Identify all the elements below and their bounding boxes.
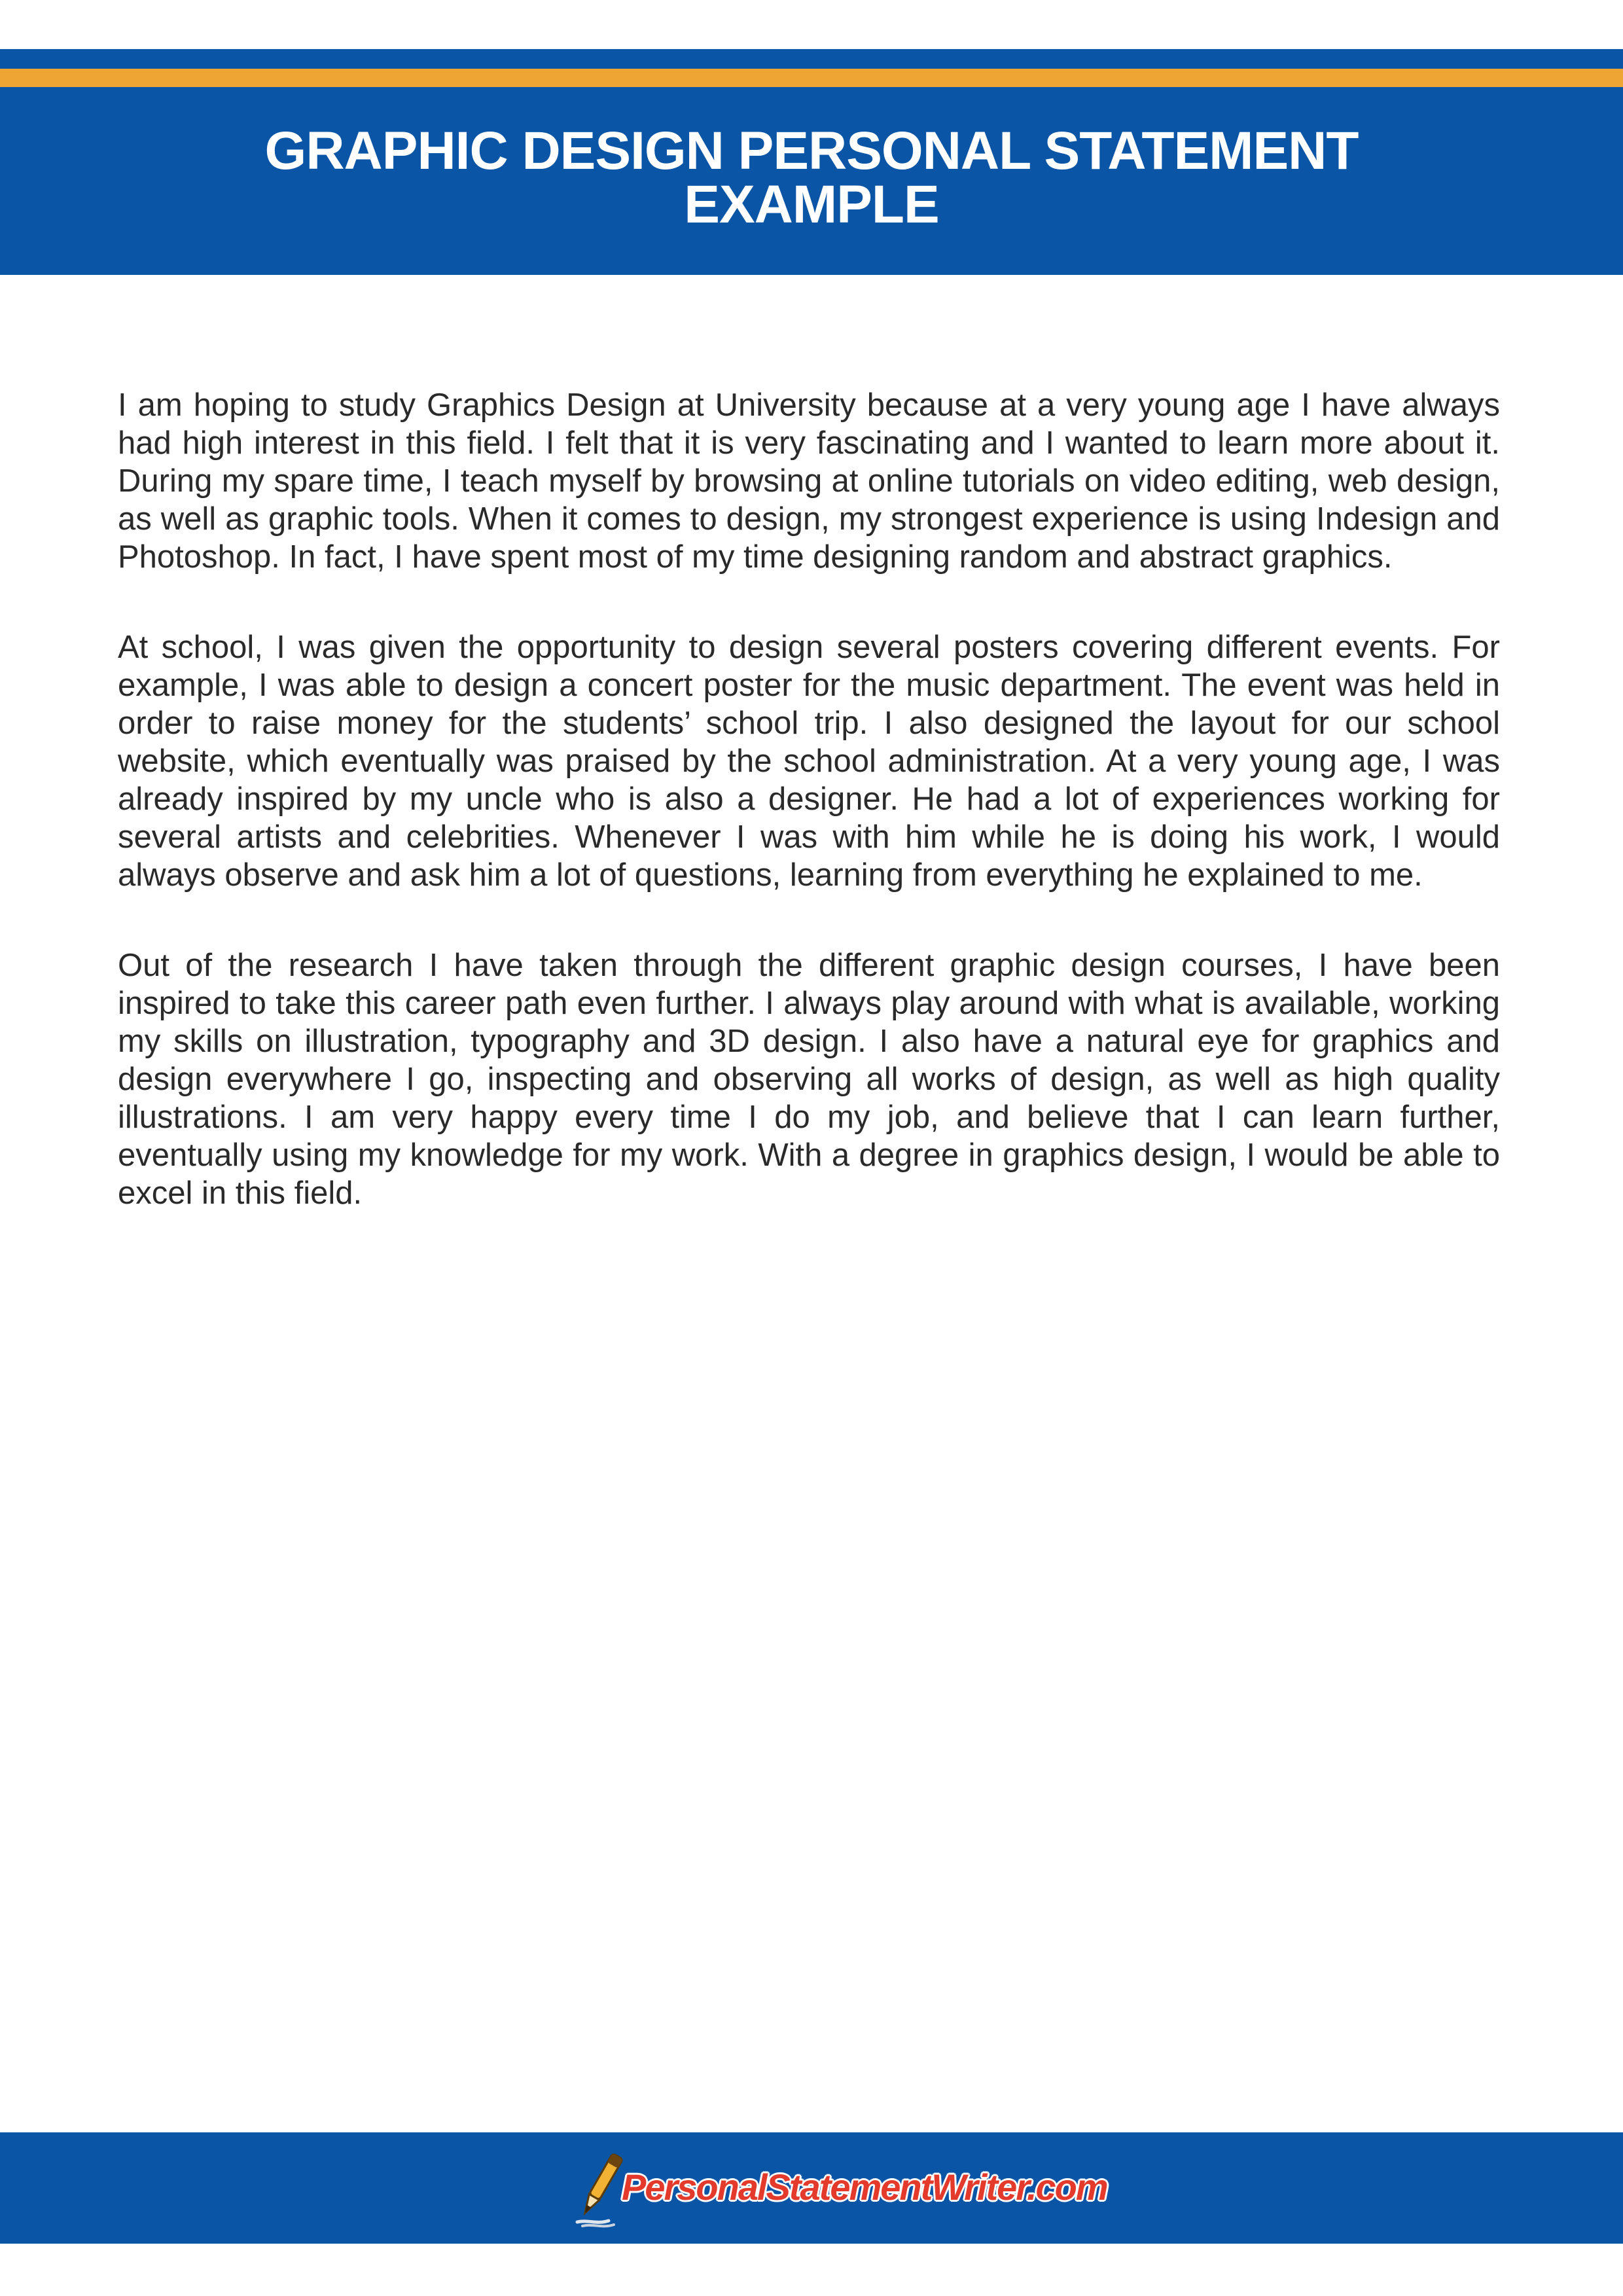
paragraph-2: At school, I was given the opportunity to design several posters covering different events. For example, I was able to design a concert poster for the music department. The event was held in order to raise money for the students’ school trip. I also designed the layout for our school website, which eventually was praised by the school administration. At a very young age, I was already inspired by my uncle who is also a designer. He had a lot of experiences working for several artists and celebrities. Whenever I was with him while he is doing his work, I would always observe and ask him a lot of questions, learning from everything he explained to me. (118, 630, 1500, 893)
statement-body (118, 386, 1500, 1265)
header-accent-stripe (0, 69, 1623, 87)
paragraph-1: I am hoping to study Graphics Design at University because at a very young age I have always had high interest in this field. I felt that it is very fascinating and I wanted to learn more about it. During my spare time, I teach myself by browsing at online tutorials on video editing, web design, as well as graphic tools. When it comes to design, my strongest experience is using Indesign and Photoshop. In fact, I have spent most of my time designing random and abstract graphics. (118, 387, 1500, 575)
paragraph-3: Out of the research I have taken through the different graphic design courses, I have been inspired to take this career path even further. I always play around with what is available, working my skills on illustration, typography and 3D design. I also have a natural eye for graphics and design everywhere I go, inspecting and observing all works of design, as well as high quality illustrations. I am very happy every time I do my job, and believe that I can learn further, eventually using my knowledge for my work. With a degree in graphics design, I would be able to excel in this field. (118, 948, 1500, 1211)
logo-text: PersonalStatementWriter.com (622, 2166, 1107, 2208)
footer-logo[interactable] (563, 2142, 1107, 2234)
page-title: GRAPHIC DESIGN PERSONAL STATEMENT EXAMPLE (264, 121, 1359, 234)
